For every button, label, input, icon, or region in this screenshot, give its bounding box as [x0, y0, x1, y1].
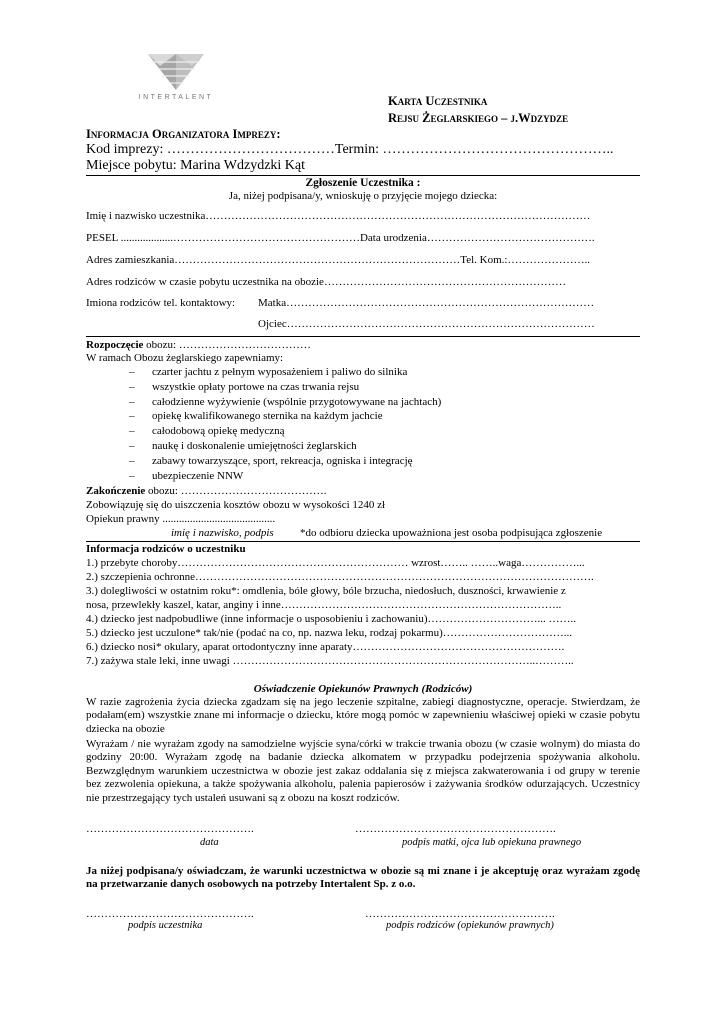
benefit-item: czarter jachtu z pełnym wyposażeniem i paliwo do silnika [152, 366, 408, 378]
card-subtitle: Rejsu Żeglarskiego – j.Wdzydze [388, 111, 569, 125]
info-row-6[interactable]: 6.) dziecko nosi* okulary, aparat ortodontyczny inne aparaty…………………………………………………. [86, 641, 565, 653]
rodzic-signature-line[interactable]: ………………………………………………. [355, 823, 556, 835]
data-caption: data [200, 837, 219, 848]
kod-imprezy-line: Kod imprezy: ………………………………Termin: ………………………………………….. [86, 142, 614, 157]
imiona-rodzicow-label: Imiona rodziców tel. kontaktowy: [86, 297, 236, 309]
benefit-dash: – [129, 425, 135, 437]
matka-field[interactable]: Matka………………………………………………………………………… [258, 297, 595, 309]
benefit-dash: – [129, 366, 135, 378]
zobowiazanie-text: Zobowiązuję się do uiszczenia kosztów obozu w wysokości 1240 zł [86, 499, 386, 511]
info-row-5[interactable]: 5.) dziecko jest uczulone* tak/nie (podać na co, np. nazwa leku, rodzaj pokarmu)……………………………... [86, 627, 572, 639]
zgloszenie-heading: Zgłoszenie Uczestnika : [305, 177, 421, 189]
info-row-4[interactable]: 4.) dziecko jest nadpobudliwe (inne informacje o usposobieniu i zachowaniu)…………………………... …….. [86, 613, 577, 625]
oboz-intro: W ramach Obozu żeglarskiego zapewniamy: [86, 352, 284, 364]
zakonczenie-value[interactable]: obozu: …………………………………. [145, 485, 327, 497]
benefit-dash: – [129, 410, 135, 422]
benefit-item: wszystkie opłaty portowe na czas trwania rejsu [152, 381, 360, 393]
divider [86, 175, 640, 176]
pesel-field[interactable]: PESEL ...................……………………………………………Data urodzenia………………………………………. [86, 232, 595, 244]
rozpoczecie-value[interactable]: obozu: ……………………………… [143, 339, 311, 351]
benefit-dash: – [129, 455, 135, 467]
benefit-item: ubezpieczenie NNW [152, 470, 244, 482]
diamond-logo-icon [138, 50, 214, 92]
benefit-item: opiekę kwalifikowanego sternika na każdym jachcie [152, 410, 383, 422]
uczestnik-signature-line[interactable]: ………………………………………. [86, 908, 254, 920]
divider [86, 336, 640, 337]
info-row-2[interactable]: 2.) szczepienia ochronne………………………………………………………………………………………………. [86, 571, 594, 583]
adres-field[interactable]: Adres zamieszkania……………………………………………………………………Tel. Kom.:………………….. [86, 254, 590, 266]
logo-brand-text: INTERTALENT [138, 94, 214, 101]
benefit-dash: – [129, 440, 135, 452]
opiekun-prawny-field[interactable]: Opiekun prawny ......................................... [86, 513, 276, 525]
oswiadczenie-paragraph-1: W razie zagrożenia życia dziecka zgadzam się na jego leczenie szpitalne, zabiegi diagnostyczne, operacje. Stwierdzam, że podałam(em) wszystkie znane mi informacje o dziecku, które mogą pomóc w zapewnieniu właściwej opieki w czasie pobytu dziecka na obozie [86, 696, 640, 735]
divider [86, 541, 640, 542]
benefit-item: całodzienne wyżywienie (wspólnie przygotowywane na jachtach) [152, 396, 442, 408]
podpis-rodzicow-caption: podpis rodziców (opiekunów prawnych) [386, 920, 554, 931]
info-row-3a: 3.) dolegliwości w ostatnim roku*: omdlenia, bóle głowy, bóle brzucha, niedosłuch, duszności, krwawienie z [86, 585, 566, 597]
benefit-item: całodobową opiekę medyczną [152, 425, 285, 437]
card-title: Karta Uczestnika [388, 94, 488, 108]
benefit-item: zabawy towarzyszące, sport, rekreacja, ogniska i integrację [152, 455, 413, 467]
podpis-rodzica-caption: podpis matki, ojca lub opiekuna prawnego [402, 837, 582, 848]
rodzice-signature-line[interactable]: ……………………………………………. [365, 908, 555, 920]
benefit-item: naukę i doskonalenie umiejętności żeglarskich [152, 440, 357, 452]
rozpoczecie-label: Rozpoczęcie [86, 339, 144, 351]
info-row-1[interactable]: 1.) przebyte choroby……………………………………………………… wzrost…….. ……..waga……………... [86, 557, 585, 569]
imie-nazwisko-field[interactable]: Imię i nazwisko uczestnika…………………………………………………………………………………………… [86, 210, 591, 222]
organizer-heading: Informacja Organizatora Imprezy: [86, 127, 281, 141]
odbior-note: *do odbioru dziecka upoważniona jest osoba podpisująca zgłoszenie [300, 527, 603, 539]
zakonczenie-label: Zakończenie [86, 485, 146, 497]
benefit-dash: – [129, 470, 135, 482]
final-statement: Ja niżej podpisana/y oświadczam, że warunki uczestnictwa w obozie są mi znane i je akceptuję oraz wyrażam zgodę na przetwarzanie danych osobowych na potrzeby Intertalent Sp. z o.o. [86, 865, 640, 890]
rozpoczecie-line [86, 339, 311, 351]
adres-rodzicow-field[interactable]: Adres rodziców w czasie pobytu uczestnika na obozie………………………………………………………… [86, 276, 566, 288]
podpis-uczestnika-caption: podpis uczestnika [128, 920, 203, 931]
benefit-dash: – [129, 381, 135, 393]
oswiadczenie-paragraph-2: Wyrażam / nie wyrażam zgody na samodzielne wyjście syna/córki w trakcie trwania obozu (w czasie wolnym) do miasta do godziny 20:00. Wyrażam zgodę na badanie dziecka alkomatem w przypadku podejrzenia spożywania alkoholu. Bezwzględnym warunkiem uczestnictwa w obozie jest zakaz oddalania się z miejsca zakwaterowania i od grupy w terenie bez zezwolenia opiekuna, a także spożywania alkoholu, palenia papierosów i zażywania środków odurzających. Uczestnicy nie przestrzegający tych ustaleń usuwani są z obozu na koszt rodziców. [86, 738, 640, 804]
miejsce-pobytu-line: Miejsce pobytu: Marina Wdzydzki Kąt [86, 158, 306, 173]
ojciec-field[interactable]: Ojciec………………………………………………………………………… [258, 318, 595, 330]
oswiadczenie-heading: Oświadczenie Opiekunów Prawnych (Rodziców) [253, 683, 473, 695]
zgloszenie-intro: Ja, niżej podpisana/y, wnioskuję o przyjęcie mojego dziecka: [228, 190, 498, 202]
zakonczenie-line [86, 485, 326, 497]
info-row-3b[interactable]: nosa, przewlekły kaszel, katar, anginy i inne………………………………………………………………….. [86, 599, 562, 611]
info-rodzicow-heading: Informacja rodziców o uczestniku [86, 543, 246, 555]
info-row-7[interactable]: 7.) zażywa stale leki, inne uwagi ………………………………………………………………………..……….. [86, 655, 574, 667]
data-signature-line[interactable]: ………………………………………. [86, 823, 254, 835]
imie-podpis-caption: imię i nazwisko, podpis [171, 527, 274, 539]
benefit-dash: – [129, 396, 135, 408]
